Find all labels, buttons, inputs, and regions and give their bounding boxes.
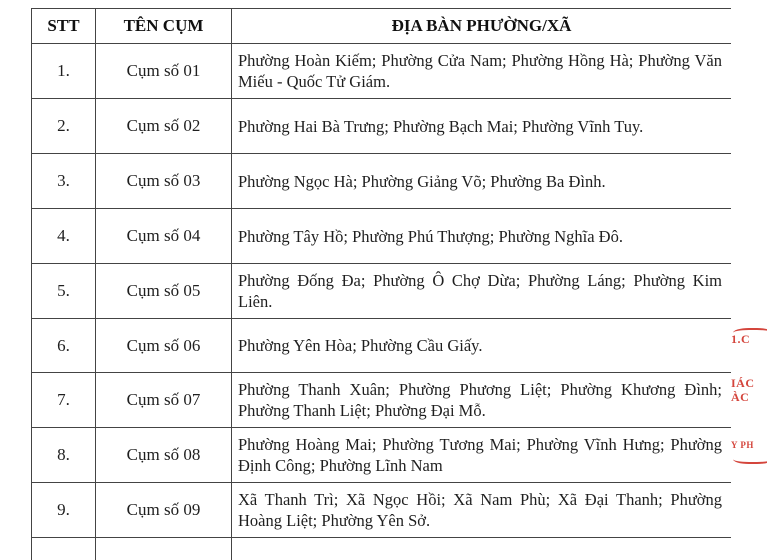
row-cluster-name: Cụm số 08 [96,428,232,483]
row-ward-area: Phường Yên Hòa; Phường Cầu Giấy. [232,319,732,373]
red-seal-stamp [729,318,767,498]
row-stt: 7. [32,373,96,428]
row-cluster-name [96,538,232,560]
row-stt: 1. [32,44,96,99]
header-stt: STT [32,9,96,44]
row-cluster-name: Cụm số 02 [96,99,232,154]
table-row [32,373,732,428]
row-stt: 3. [32,154,96,209]
table-header [32,9,732,44]
stamp-text-3: ÀC [731,390,750,404]
table-row [32,319,732,373]
row-stt: 2. [32,99,96,154]
table-row [32,428,732,483]
row-stt: 9. [32,483,96,538]
table-body [32,44,732,560]
stamp-text-2: IÁC [731,376,755,390]
row-cluster-name: Cụm số 04 [96,209,232,264]
row-stt: 8. [32,428,96,483]
row-cluster-name: Cụm số 01 [96,44,232,99]
row-cluster-name: Cụm số 03 [96,154,232,209]
row-cluster-name: Cụm số 06 [96,319,232,373]
table-row [32,99,732,154]
row-ward-area: Phường Hai Bà Trưng; Phường Bạch Mai; Phường Vĩnh Tuy. [232,99,732,154]
table-row [32,483,732,538]
table-row-partial [32,538,732,560]
stamp-arc-bottom [733,452,767,464]
row-cluster-name: Cụm số 09 [96,483,232,538]
row-ward-area: Phường Thanh Xuân; Phường Phương Liệt; Phường Khương Đình; Phường Thanh Liệt; Phường Đại Mỗ. [232,373,732,428]
row-ward-area: Phường Ngọc Hà; Phường Giảng Võ; Phường Ba Đình. [232,154,732,209]
row-stt: 6. [32,319,96,373]
row-ward-area [232,538,732,560]
document-page [31,8,731,560]
row-cluster-name: Cụm số 07 [96,373,232,428]
row-ward-area: Phường Hoàng Mai; Phường Tương Mai; Phường Vĩnh Hưng; Phường Định Công; Phường Lĩnh Nam [232,428,732,483]
row-stt: 5. [32,264,96,319]
header-ward-area: ĐỊA BÀN PHƯỜNG/XÃ [232,9,732,44]
row-ward-area: Phường Đống Đa; Phường Ô Chợ Dừa; Phường Láng; Phường Kim Liên. [232,264,732,319]
row-stt: 4. [32,209,96,264]
table-row [32,209,732,264]
row-stt [32,538,96,560]
header-row [32,9,732,44]
stamp-text-4: Y PH [731,440,754,450]
stamp-text-1: 1.C [731,332,751,346]
table-row [32,154,732,209]
row-ward-area: Phường Hoàn Kiếm; Phường Cửa Nam; Phường Hồng Hà; Phường Văn Miếu - Quốc Tử Giám. [232,44,732,99]
cluster-table [31,8,731,560]
table-row [32,44,732,99]
table-row [32,264,732,319]
header-cluster-name: TÊN CỤM [96,9,232,44]
row-ward-area: Xã Thanh Trì; Xã Ngọc Hồi; Xã Nam Phù; Xã Đại Thanh; Phường Hoàng Liệt; Phường Yên Sở. [232,483,732,538]
row-ward-area: Phường Tây Hồ; Phường Phú Thượng; Phường Nghĩa Đô. [232,209,732,264]
row-cluster-name: Cụm số 05 [96,264,232,319]
